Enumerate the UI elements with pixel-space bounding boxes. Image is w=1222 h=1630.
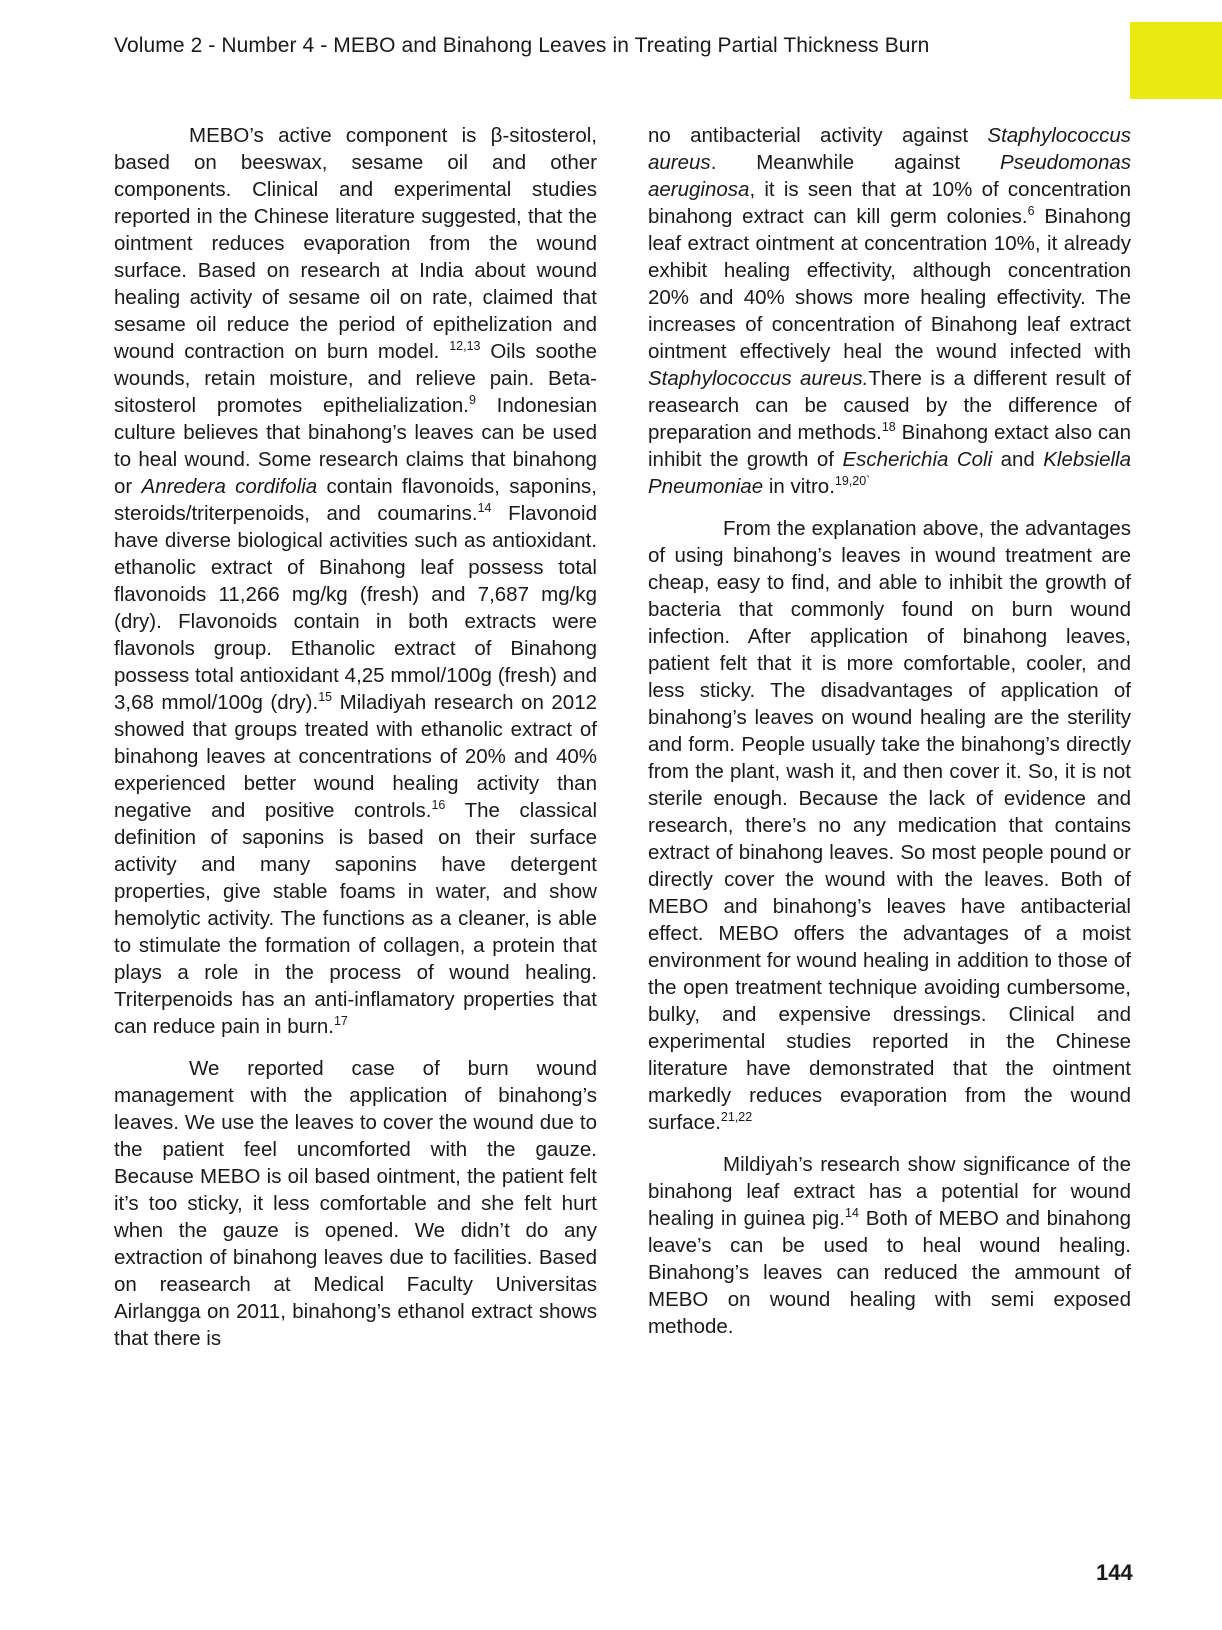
paragraph: Mildiyah’s research show significance of the binahong leaf extract has a potential for wound healing in guinea pig.$^{14}$ Both of MEBO and binahong leave’s can be used to heal wound healing. Binahong’s leaves can reduced the ammount of MEBO on wound healing with semi exposed methode. xyxy=(648,1153,1131,1338)
species-name: Staphylococcus aureus xyxy=(648,124,1131,174)
species-name: Anredera cordifolia xyxy=(141,475,318,498)
right-column xyxy=(648,122,1131,1355)
citation: 18 xyxy=(881,420,896,434)
citation: 6 xyxy=(1027,204,1035,218)
running-header: Volume 2 - Number 4 - MEBO and Binahong Leaves in Treating Partial Thickness Burn xyxy=(114,34,930,57)
page-number: 144 xyxy=(1096,1560,1133,1585)
species-name: Pseudomonas aeruginosa xyxy=(648,151,1131,201)
citation: 9 xyxy=(468,393,476,407)
paragraph: From the explanation above, the advantages of using binahong’s leaves in wound treatment are cheap, easy to find, and able to inhibit the growth of bacteria that commonly found on burn wound infection. After application of binahong leaves, patient felt that it is more comfortable, cooler, and less sticky. The disadvantages of application of binahong’s leaves on wound healing are the sterility and form. People usually take the binahong’s directly from the plant, wash it, and then cover it. So, it is not sterile enough. Because the lack of evidence and research, there’s no any medication that contains extract of binahong leaves. So most people pound or directly cover the wound with the leaves. Both of MEBO and binahong’s leaves have antibacterial effect. MEBO offers the advantages of a moist environment for wound healing in addition to those of the open treatment technique avoiding cumbersome, bulky, and expensive dressings. Clinical and experimental studies reported in the Chinese literature have demonstrated that the ointment markedly reduces evaporation from the wound surface.$^{21,22}$ xyxy=(648,517,1131,1134)
left-column xyxy=(114,122,597,1367)
citation: 14 xyxy=(477,501,492,515)
paragraph: no antibacterial activity against Staphylococcus aureus. Meanwhile against Pseudomonas aeruginosa, it is seen that at 10% of concentration binahong extract can kill germ colonies.$^6$ Binahong leaf extract ointment at concentration 10%, it already exhibit healing effectivity, although concentration 20% and 40% shows more healing effectivity. The increases of concentration of Binahong leaf extract ointment effectively heal the wound infected with Staphylococcus aureus.There is a different result of reasearch can be caused by the difference of preparation and methods.$^{18}$ Binahong extact also can inhibit the growth of Escherichia Coli and Klebsiella Pneumoniae in vitro.$^{19,20`}$ xyxy=(648,124,1131,498)
citation: 12,13 xyxy=(449,339,481,353)
citation: 19,20` xyxy=(834,474,871,488)
citation: 17 xyxy=(333,1014,348,1028)
species-name: Staphylococcus aureus. xyxy=(648,367,869,390)
citation: 21,22 xyxy=(720,1110,753,1124)
species-name: Klebsiella Pneumoniae xyxy=(648,448,1131,498)
citation: 15 xyxy=(318,690,333,704)
species-name: Escherichia Coli xyxy=(842,448,993,471)
citation: 16 xyxy=(431,798,446,812)
paragraph: MEBO’s active component is β-sitosterol, based on beeswax, sesame oil and other components. Clinical and experimental studies reported in the Chinese literature suggested, that the ointment reduces evaporation from the wound surface. Based on research at India about wound healing activity of sesame oil on rate, claimed that sesame oil reduce the period of epithelization and wound contraction on burn model. $^{12,13}$ Oils soothe wounds, retain moisture, and relieve pain. Beta-sitosterol promotes epithelialization.$^9$ Indonesian culture believes that binahong’s leaves can be used to heal wound. Some research claims that binahong or Anredera cordifolia contain flavonoids, saponins, steroids/triterpenoids, and coumarins.$^{14}$ Flavonoid have diverse biological activities such as antioxidant. ethanolic extract of Binahong leaf possess total flavonoids 11,266 mg/kg (fresh) and 7,687 mg/kg (dry). Flavonoids contain in both extracts were flavonols group. Ethanolic extract of Binahong possess total antioxidant 4,25 mmol/100g (fresh) and 3,68 mmol/100g (dry).$^{15}$ Miladiyah research on 2012 showed that groups treated with ethanolic extract of binahong leaves at concentrations of 20% and 40% experienced better wound healing activity than negative and positive controls.$^{16}$ The classical definition of saponins is based on their surface activity and many saponins have detergent properties, give stable foams in water, and show hemolytic activity. The functions as a cleaner, is able to stimulate the formation of collagen, a protein that plays a role in the process of wound healing. Triterpenoids has an anti-inflamatory properties that can reduce pain in burn.$^{17}$ xyxy=(114,124,598,1038)
paragraph: We reported case of burn wound management with the application of binahong’s leaves. We use the leaves to cover the wound due to the patient feel uncomforted with the gauze. Because MEBO is oil based ointment, the patient felt it’s too sticky, it less comfortable and she felt hurt when the gauze is opened. We didn’t do any extraction of binahong leaves due to facilities. Based on reasearch at Medical Faculty Universitas Airlangga on 2011, binahong’s ethanol extract shows that there is xyxy=(114,1057,597,1350)
header-accent-tab xyxy=(1130,22,1222,99)
citation: 14 xyxy=(845,1206,859,1220)
